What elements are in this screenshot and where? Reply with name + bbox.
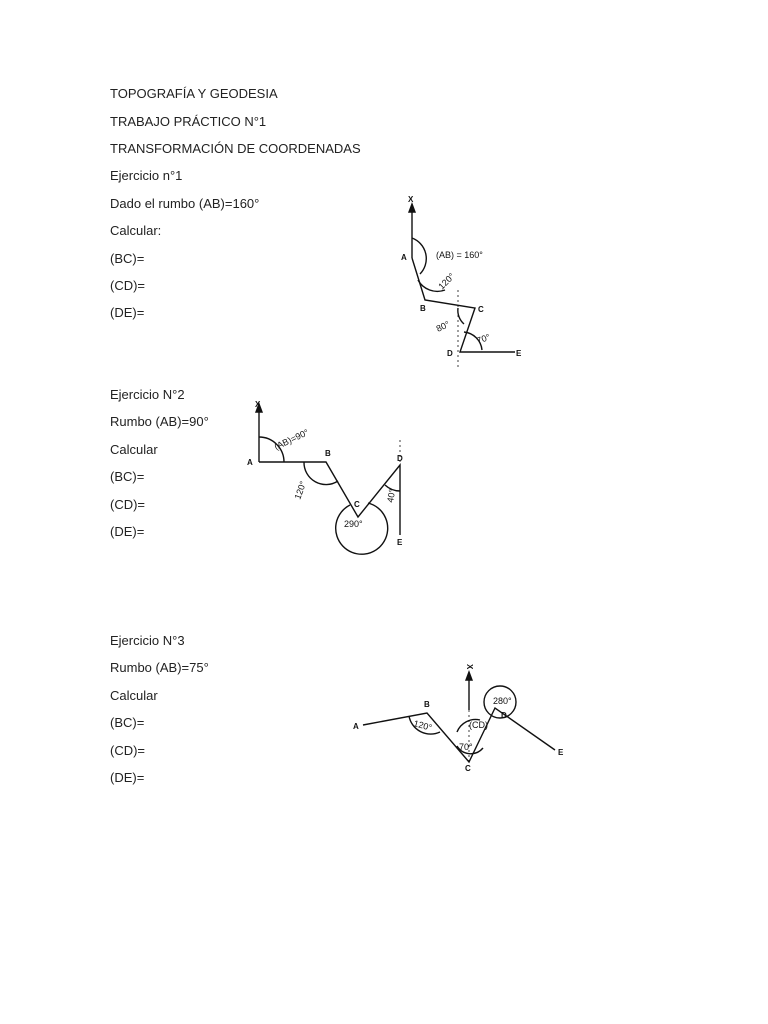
fig1-label-e: E <box>516 349 522 358</box>
exercise-3-answer-bc: (BC)= <box>110 715 145 730</box>
fig3-label-x: X <box>465 664 474 670</box>
course-title: TOPOGRAFÍA Y GEODESIA <box>110 86 278 101</box>
fig1-angle-80: 80° <box>434 318 452 334</box>
fig1-label-d: D <box>447 349 453 358</box>
fig1-label-c: C <box>478 305 484 314</box>
fig2-label-e: E <box>397 538 403 547</box>
fig1-angle-70: 70° <box>475 331 492 346</box>
fig2-angle-290: 290° <box>344 519 363 529</box>
exercise-2-title: Ejercicio N°2 <box>110 387 185 402</box>
fig3-label-b: B <box>424 700 430 709</box>
exercise-2-answer-de: (DE)= <box>110 524 145 539</box>
assignment-title: TRABAJO PRÁCTICO N°1 <box>110 114 267 129</box>
exercise-2-answer-cd: (CD)= <box>110 497 146 512</box>
exercise-1-answer-cd: (CD)= <box>110 278 146 293</box>
fig1-angle-120: 120° <box>436 271 457 292</box>
exercise-3-answer-cd: (CD)= <box>110 743 146 758</box>
fig3-label-e: E <box>558 748 564 757</box>
fig1-label-x: X <box>408 195 414 204</box>
exercise-1-answer-de: (DE)= <box>110 305 145 320</box>
fig2-label-c: C <box>354 500 360 509</box>
exercise-3-diagram <box>345 660 575 780</box>
exercise-1-title: Ejercicio n°1 <box>110 168 183 183</box>
fig2-angle-ab: (AB)=90° <box>272 427 311 452</box>
fig2-label-d: D <box>397 454 403 463</box>
fig3-angle-280: 280° <box>493 696 512 706</box>
fig2-label-a: A <box>247 458 253 467</box>
fig3-label-c: C <box>465 764 471 773</box>
exercise-1-calc: Calcular: <box>110 223 162 238</box>
exercise-1-given: Dado el rumbo (AB)=160° <box>110 196 260 211</box>
exercise-3-answer-de: (DE)= <box>110 770 145 785</box>
exercise-3-calc: Calcular <box>110 688 158 703</box>
exercise-3-title: Ejercicio N°3 <box>110 633 185 648</box>
fig3-angle-120: 120° <box>412 718 434 733</box>
fig1-label-b: B <box>420 304 426 313</box>
exercise-1-answer-bc: (BC)= <box>110 251 145 266</box>
exercise-1-diagram <box>390 190 550 380</box>
topic-title: TRANSFORMACIÓN DE COORDENADAS <box>110 141 361 156</box>
fig2-label-b: B <box>325 449 331 458</box>
fig3-label-a: A <box>353 722 359 731</box>
exercise-2-calc: Calcular <box>110 442 158 457</box>
exercise-2-answer-bc: (BC)= <box>110 469 145 484</box>
fig3-angle-cd: (CD) <box>469 720 488 730</box>
fig2-angle-120: 120° <box>292 479 309 501</box>
exercise-3-given: Rumbo (AB)=75° <box>110 660 209 675</box>
exercise-2-diagram <box>240 395 420 550</box>
fig3-label-d: D <box>501 711 507 720</box>
fig1-angle-ab: (AB) = 160° <box>436 250 483 260</box>
fig2-angle-40: 40° <box>385 488 398 504</box>
fig2-label-x: X <box>255 400 261 409</box>
fig3-angle-70: 70° <box>459 742 473 752</box>
exercise-2-given: Rumbo (AB)=90° <box>110 414 209 429</box>
fig1-label-a: A <box>401 253 407 262</box>
